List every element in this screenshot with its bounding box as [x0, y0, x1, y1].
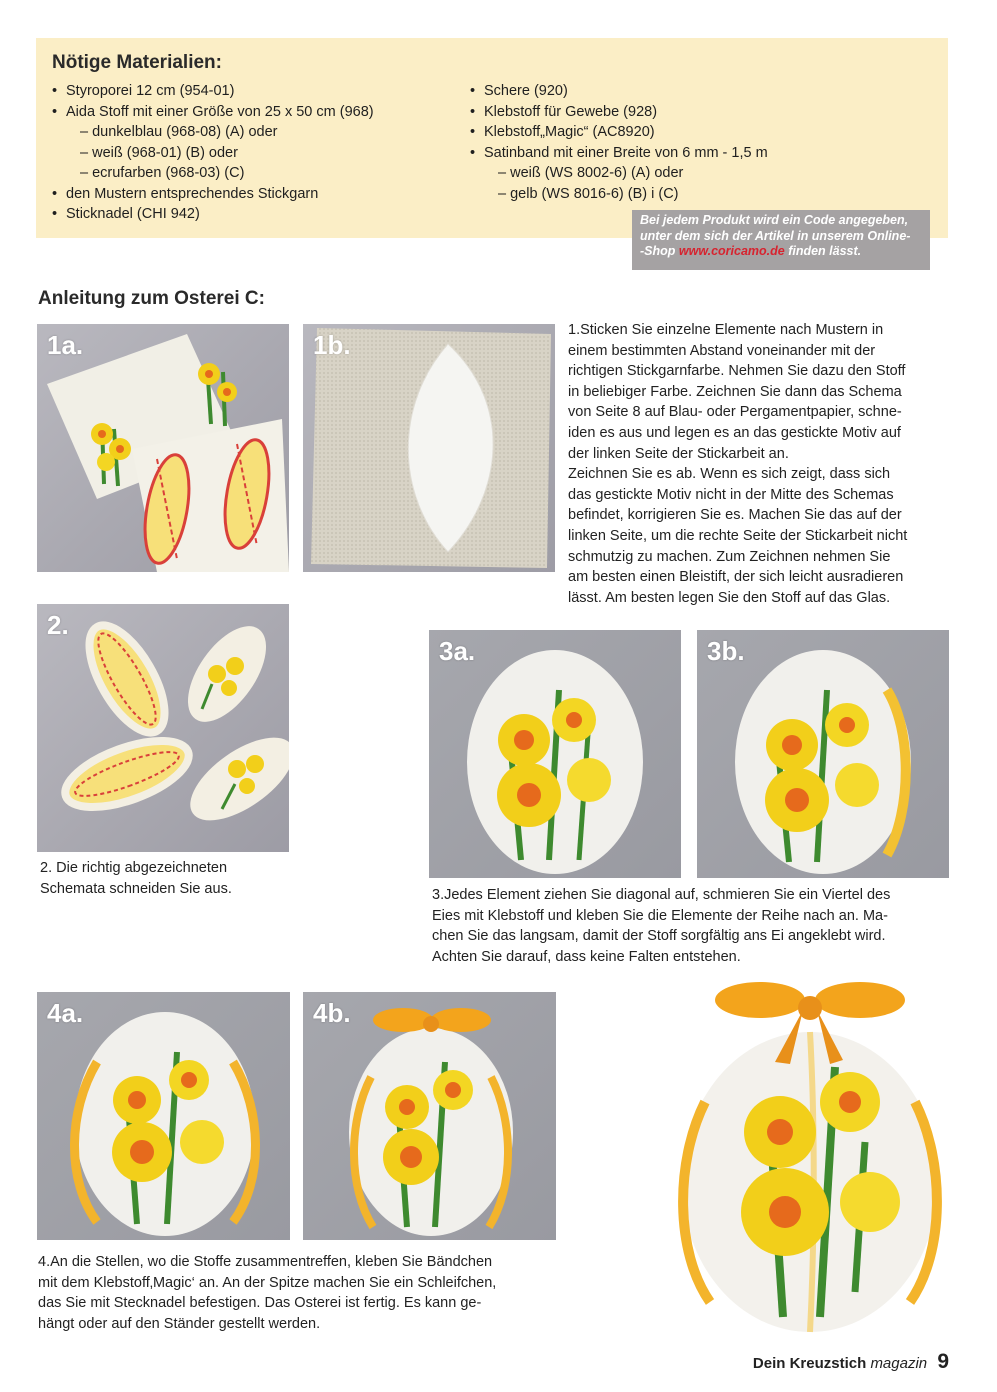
page-footer: [753, 1350, 949, 1374]
text-line: 1.Sticken Sie einzelne Elemente nach Mustern in: [568, 322, 884, 338]
photo-label: 3a.: [439, 636, 476, 666]
text-line: Schemata schneiden Sie aus.: [40, 880, 232, 897]
shop-note-line: Bei jedem Produkt wird ein Code angegeben,: [640, 213, 909, 227]
text-line: der linken Seite der Stickarbeit an.: [568, 445, 789, 462]
text-line: in beliebiger Farbe. Zeichnen Sie dann das Schema: [568, 383, 902, 400]
text-line: hängt oder auf den Ständer gestellt werden.: [38, 1315, 321, 1332]
step-3-text: [432, 885, 952, 967]
cut-elements-image: [37, 604, 289, 852]
photo-3b: [697, 630, 949, 878]
step-1-text: [568, 320, 960, 608]
shop-note-line: -Shop: [640, 244, 679, 258]
text-line: Zeichnen Sie es ab. Wenn es sich zeigt, dass sich: [568, 466, 891, 483]
text-line: das gestickte Motiv nicht in der Mitte des Schemas: [568, 486, 894, 503]
text-line: einem bestimmten Abstand voneinander mit der: [568, 342, 876, 359]
material-subitem: – ecrufarben (968-03) (C): [80, 165, 245, 181]
text-line: 4.An die Stellen, wo die Stoffe zusammentreffen, kleben Sie Bändchen: [38, 1254, 493, 1270]
page-number: 9: [937, 1350, 949, 1373]
material-item: • Sticknadel (CHI 942): [50, 204, 374, 225]
photo-2: [37, 604, 289, 852]
materials-list-left: [50, 81, 374, 225]
material-subitem: – gelb (WS 8016-6) (B) i (C): [498, 185, 679, 202]
text-line: 3.Jedes Element ziehen Sie diagonal auf, schmieren Sie ein Viertel des: [432, 887, 891, 903]
text-line: schmutzig zu machen. Zum Zeichnen nehmen Sie: [568, 548, 891, 565]
final-egg-photo: [665, 972, 955, 1337]
shop-note-line: unter dem sich der Artikel in unserem Online-: [640, 228, 911, 243]
photo-1b: [303, 324, 555, 572]
text-line: linken Seite, um die rechte Seite der Stickarbeit nicht: [568, 527, 908, 544]
text-line: von Seite 8 auf Blau- oder Pergamentpapier, schne-: [568, 404, 902, 421]
shop-note-line: finden lässt.: [784, 244, 862, 258]
text-line: Achten Sie darauf, dass keine Falten entstehen.: [432, 948, 741, 965]
photo-4b: [303, 992, 556, 1240]
materials-title: Nötige Materialien:: [52, 52, 222, 73]
text-line: iden es aus und legen es an das gestickte Motiv auf: [568, 424, 901, 441]
material-subitem: – dunkelblau (968-08) (A) oder: [80, 124, 278, 140]
text-line: befindet, korrigieren Sie es. Machen Sie das auf der: [568, 507, 902, 524]
text-line: das Sie mit Stecknadel befestigen. Das Osterei ist fertig. Es kann ge-: [38, 1295, 482, 1312]
material-subitem: – weiß (WS 8002-6) (A) oder: [498, 165, 684, 181]
shop-url-link[interactable]: www.coricamo.de: [678, 244, 785, 258]
material-item: • Klebstoff für Gewebe (928): [468, 102, 768, 123]
text-line: 2. Die richtig abgezeichneten: [40, 860, 228, 876]
fabric-pattern-image: [303, 324, 555, 572]
embroidered-fabric-image: [37, 324, 289, 572]
text-line: Eies mit Klebstoff und kleben Sie die Elemente der Reihe nach an. Ma-: [432, 907, 888, 924]
text-line: am besten einen Bleistift, der sich leicht ausradieren: [568, 569, 904, 586]
egg-with-bow-image: [303, 992, 556, 1240]
material-item: • Schere (920): [468, 81, 768, 102]
finished-easter-egg-image: [665, 972, 955, 1337]
text-line: richtigen Stickgarnfarbe. Nehmen Sie dazu den Stoff: [568, 363, 906, 380]
photo-label: 4a.: [47, 998, 84, 1028]
photo-4a: [37, 992, 290, 1240]
materials-list-right: [468, 81, 768, 204]
materials-box: [36, 38, 948, 238]
egg-image: [37, 992, 290, 1240]
photo-label: 3b.: [707, 636, 745, 666]
material-item: • den Mustern entsprechendes Stickgarn: [50, 184, 374, 205]
text-line: lässt. Am besten legen Sie den Stoff auf das Glas.: [568, 589, 891, 606]
text-line: mit dem Klebstoff‚Magic‘ an. An der Spitze machen Sie ein Schleifchen,: [38, 1274, 497, 1291]
photo-1a: [37, 324, 289, 572]
shop-note: [632, 210, 930, 270]
egg-image: [429, 630, 681, 878]
photo-label: 1a.: [47, 330, 84, 360]
material-subitem: – weiß (968-01) (B) oder: [80, 144, 238, 161]
photo-label: 2.: [47, 610, 69, 640]
photo-label: 1b.: [313, 330, 351, 360]
step-2-text: [40, 858, 300, 899]
text-line: chen Sie das langsam, damit der Stoff sorgfältig ans Ei angeklebt wird.: [432, 928, 886, 945]
egg-image: [697, 630, 949, 878]
material-item: • Aida Stoff mit einer Größe von 25 x 50 cm (968): [50, 102, 374, 123]
step-4-text: [38, 1252, 578, 1334]
material-item: • Styroporei 12 cm (954-01): [50, 81, 374, 102]
magazine-word: magazin: [870, 1355, 928, 1372]
photo-3a: [429, 630, 681, 878]
material-item: • Klebstoff„Magic“ (AC8920): [468, 122, 768, 143]
photo-label: 4b.: [313, 998, 351, 1028]
material-item: • Satinband mit einer Breite von 6 mm - 1,5 m: [468, 143, 768, 164]
magazine-brand: Dein Kreuzstich: [752, 1355, 867, 1372]
section-title: Anleitung zum Osterei C:: [38, 288, 265, 309]
